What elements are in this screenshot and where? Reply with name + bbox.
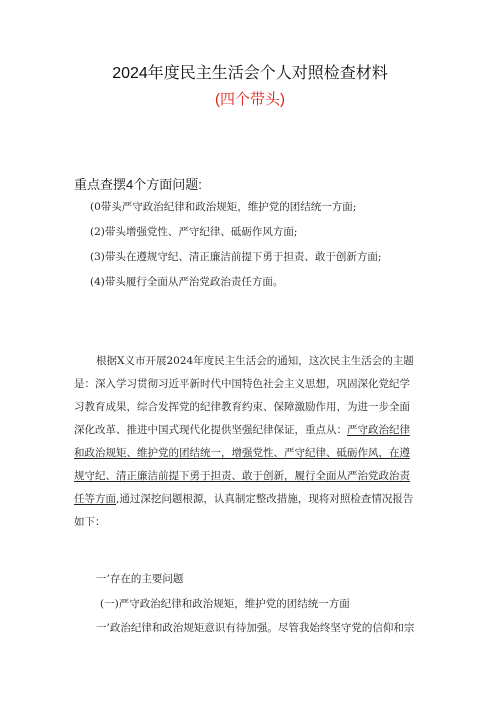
intro-text: 根据X义市开展2024年度民主生活会的通知，这次民主生活会的主题 [96,355,414,367]
intro-text: 是：深入学习贯彻习近平新时代中国特色社会主义思想，巩固深化党纪学 [74,378,410,390]
intro-text: 深化改革、推进中国式现代化提供坚强纪律保证，重点从： [74,424,347,436]
document-title: 2024年度民主生活会个人对照检查材料 [112,65,388,82]
intro-line [74,352,432,375]
intro-paragraph [74,352,432,536]
underlined-focus-text: 严守政治纪律 [347,424,410,436]
intro-text: ,通过深挖问题根源，认真制定整改措施，现将对照检查情况报告 [116,493,414,505]
focus-heading: 重点查摆4个方面问题: [74,177,202,192]
underlined-focus-text: 规守纪、清正廉洁前提下勇于担责、敢于创新，履行全面从严治党政治责 [74,470,410,482]
intro-line [74,490,432,513]
document-subtitle: (四个带头) [215,91,285,108]
focus-list [90,199,381,299]
intro-text: 习教育成果，综合发挥党的纪律教育约束、保障激励作用，为进一步全面 [74,401,410,413]
focus-item: (4)带头履行全面从严治党政治责任方面。 [90,276,284,288]
section-heading: 一’存在的主要问题 [96,573,184,585]
focus-item: (2)带头增强党性、严守纪律、砥砺作风方面; [90,226,298,238]
intro-line [74,421,432,444]
focus-item: (0带头严守政治纪律和政治规矩，维护党的团结统一方面; [90,201,357,213]
intro-text: 如下： [74,516,106,528]
intro-line [74,398,432,421]
intro-line [74,513,432,536]
intro-line [74,375,432,398]
intro-line [74,444,432,467]
intro-line [74,467,432,490]
subsection-heading: (一)严守政治纪律和政治规矩，维护党的团结统一方面 [100,598,350,610]
underlined-focus-text: 任等方面 [74,493,116,505]
underlined-focus-text: 和政治规矩、维护党的团结统一，增强党性、严守纪律、砥砺作风，在遵 [74,447,410,459]
focus-item: (3)带头在遵规守纪、清正廉洁前提下勇于担责、敢于创新方面; [90,251,382,263]
section-paragraph: 一’政治纪律和政治规矩意识有待加强。尽管我始终坚守党的信仰和宗 [96,622,415,634]
